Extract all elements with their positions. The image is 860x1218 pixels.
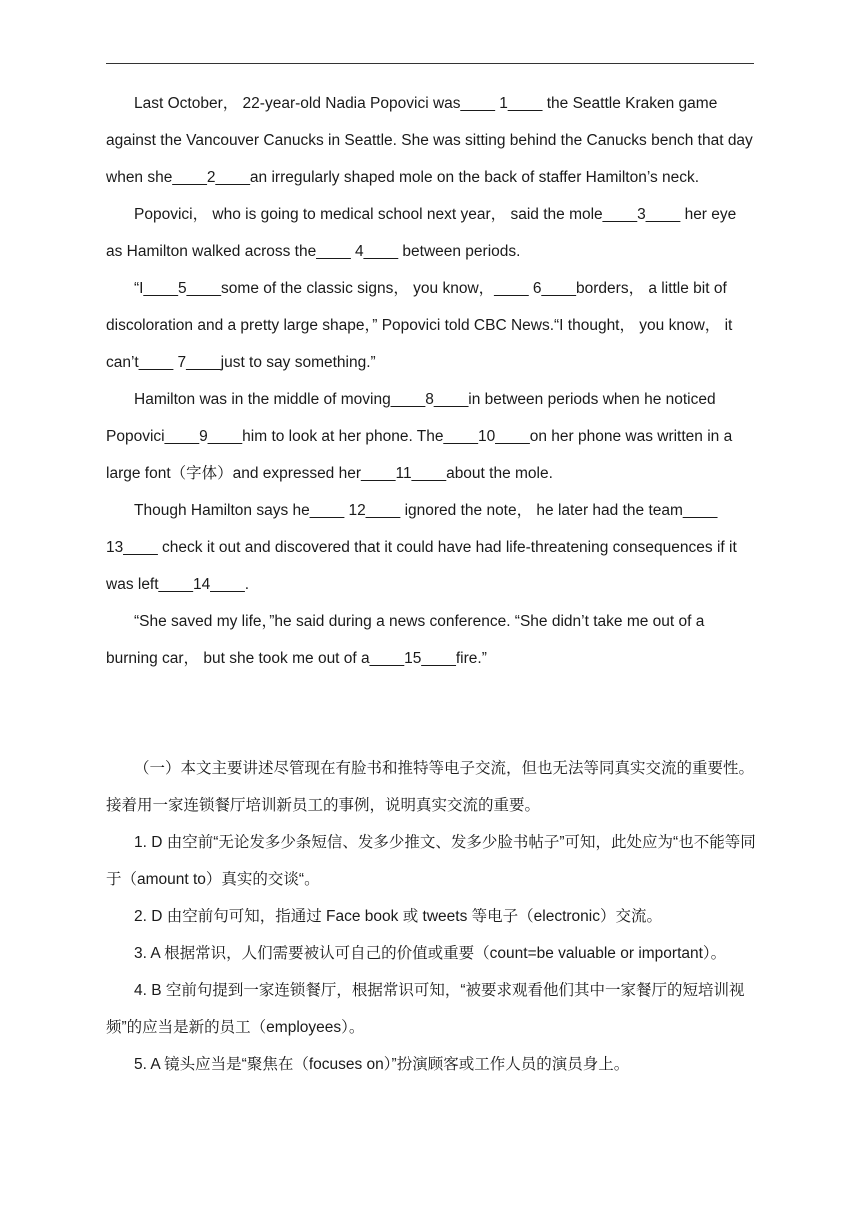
answer-intro: （一）本文主要讲述尽管现在有脸书和推特等电子交流，但也无法等同真实交流的重要性。接着用一家连锁餐厅培训新员工的事例，说明真实交流的重要。 [106,760,755,814]
cloze-passage [106,85,756,677]
answer-item-1: 1. D 由空前“无论发多少条短信、发多少推文、发多少脸书帖子”可知，此处应为“也不能等同于（amount to）真实的交谈“。 [106,834,756,888]
passage-paragraph-4: Hamilton was in the middle of moving____8____in between periods when he noticed Popovici____9____him to look at her phone. The____10____on her phone was written in a large font（字体）and expressed her____11____about the mole. [106,391,737,482]
answer-item-3: 3. A 根据常识，人们需要被认可自己的价值或重要（count=be valuable or important）。 [134,945,727,962]
header-rule [106,63,754,64]
answer-item-5: 5. A 镜头应当是“聚焦在（focuses on）”扮演顾客或工作人员的演员身上。 [134,1056,630,1073]
passage-paragraph-5: Though Hamilton says he____ 12____ ignored the note， he later had the team____ 13____ check it out and discovered that it could have had life-threatening consequences if it was left____14____. [106,502,742,593]
answer-explanations [106,750,756,1083]
passage-paragraph-3: “I____5____some of the classic signs， you know，____ 6____borders， a little bit of discoloration and a pretty large shape，” Popovici told CBC News.“I thought， you know， it can’t____ 7____just to say something.” [106,280,737,371]
passage-paragraph-2: Popovici， who is going to medical school next year， said the mole____3____ her eye as Hamilton walked across the____ 4____ between periods. [106,206,741,260]
passage-paragraph-1: Last October， 22-year-old Nadia Popovici was____ 1____ the Seattle Kraken game against the Vancouver Canucks in Seattle. She was sitting behind the Canucks bench that day when she____2____an irregularly shaped mole on the back of staffer Hamilton’s neck. [106,95,758,186]
answer-item-2: 2. D 由空前句可知，指通过 Face book 或 tweets 等电子（electronic）交流。 [134,908,662,925]
answer-item-4: 4. B 空前句提到一家连锁餐厅，根据常识可知，“被要求观看他们其中一家餐厅的短培训视频”的应当是新的员工（employees）。 [106,982,745,1036]
passage-paragraph-6: “She saved my life，”he said during a news conference. “She didn’t take me out of a burning car， but she took me out of a____15____fire.” [106,613,709,667]
